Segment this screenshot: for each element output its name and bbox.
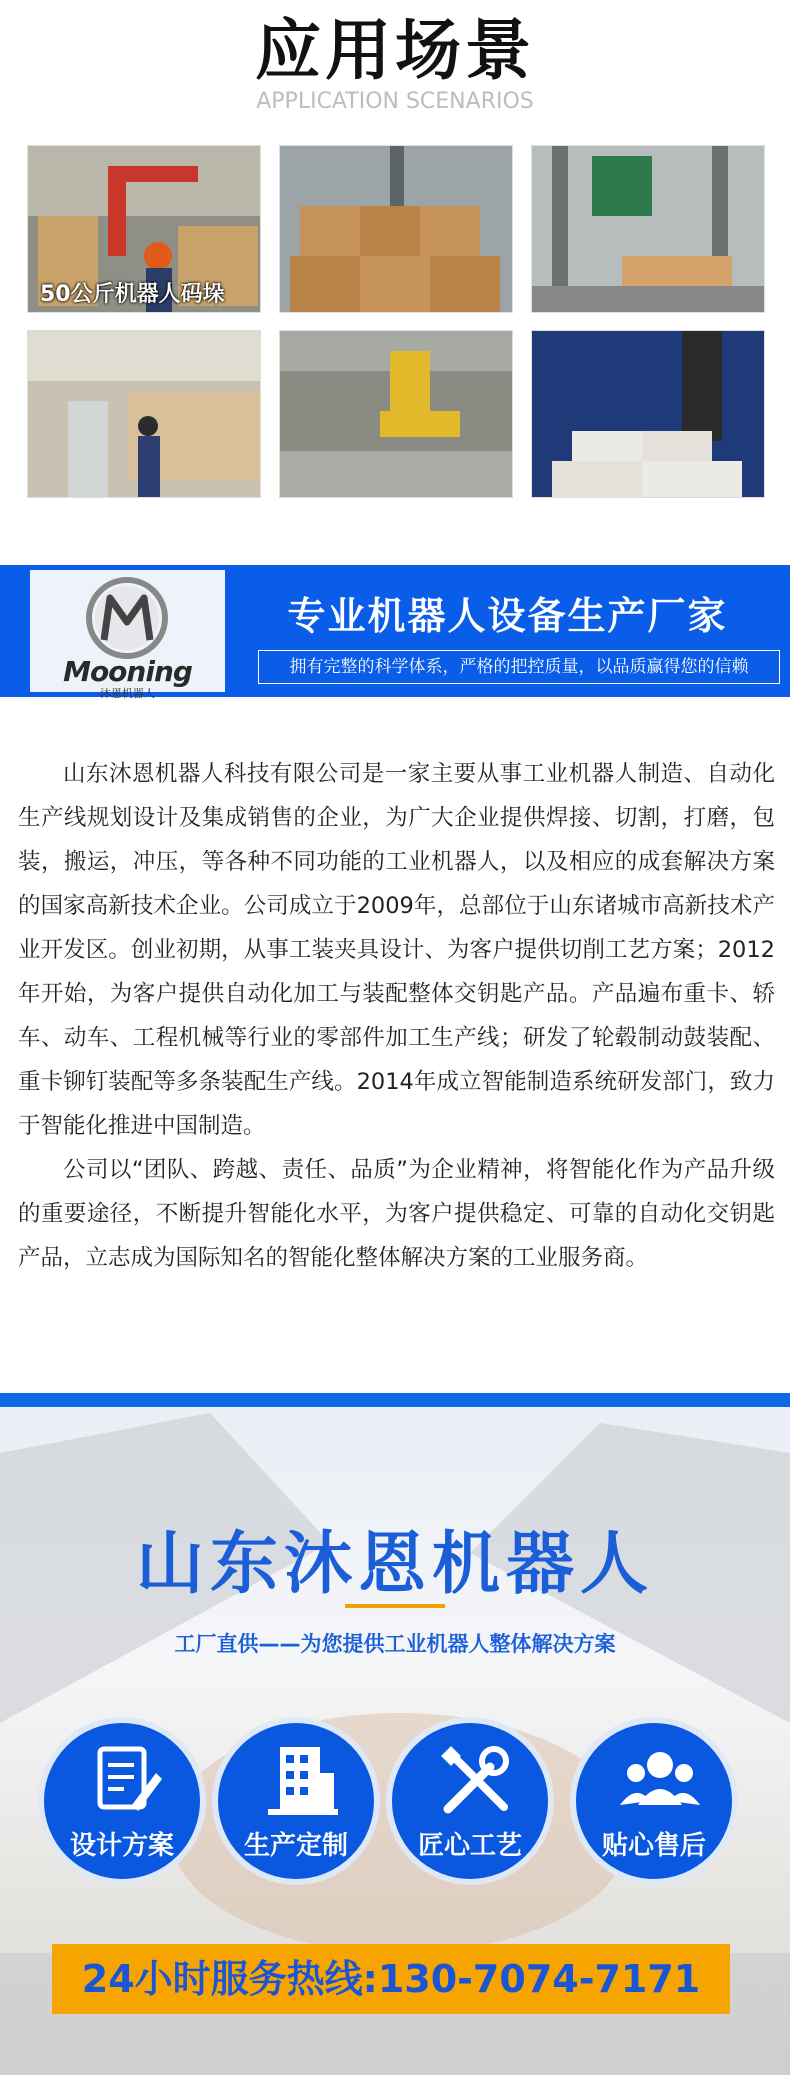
feature-after-sales[interactable] <box>570 1717 738 1885</box>
section-title: 应用场景 <box>255 12 535 89</box>
photo-gantry-machine <box>532 146 764 312</box>
tools-icon <box>436 1743 516 1823</box>
promo-divider <box>345 1604 445 1608</box>
scenario-photo-boxes[interactable] <box>279 145 513 313</box>
service-hotline[interactable]: 24小时服务热线:130-7074-7171 <box>52 1944 730 2014</box>
photo-carton-handling <box>280 146 512 312</box>
promo-subtitle: 工厂直供——为您提供工业机器人整体解决方案 <box>174 1632 616 1656</box>
scenario-photo-palletizing[interactable] <box>27 145 261 313</box>
photo-warehouse-line <box>28 331 260 497</box>
building-icon <box>262 1743 342 1823</box>
intro-paragraph: 公司以“团队、跨越、责任、品质”为企业精神，将智能化作为产品升级的重要途径，不断提升智能化水平，为客户提供稳定、可靠的自动化交钥匙产品，立志成为国际知名的智能化整体解决方案的工业服务商。 <box>18 1157 775 1271</box>
banner-title: 专业机器人设备生产厂家 <box>287 594 728 638</box>
feature-craftsmanship[interactable] <box>386 1717 554 1885</box>
banner-subtitle: 拥有完整的科学体系，严格的把控质量，以品质赢得您的信赖 <box>258 650 780 684</box>
feature-label: 匠心工艺 <box>417 1831 522 1861</box>
section-subtitle: APPLICATION SCENARIOS <box>256 89 534 114</box>
users-icon <box>620 1743 700 1823</box>
photo-yellow-robot-arm <box>280 331 512 497</box>
promo-title: 山东沐恩机器人 <box>135 1525 654 1604</box>
logo-wordmark: Mooning <box>63 655 192 688</box>
scenario-photo-yellow-robot[interactable] <box>279 330 513 498</box>
feature-label: 设计方案 <box>69 1831 174 1861</box>
photo-bag-stacking <box>532 331 764 497</box>
company-intro <box>18 752 775 1280</box>
feature-label: 生产定制 <box>243 1831 348 1861</box>
scenario-photo-warehouse[interactable] <box>27 330 261 498</box>
scenario-photo-gantry[interactable] <box>531 145 765 313</box>
logo-subtext: 沐恩机器人 <box>100 687 155 700</box>
feature-production[interactable] <box>212 1717 380 1885</box>
intro-paragraph: 山东沐恩机器人科技有限公司是一家主要从事工业机器人制造、自动化生产线规划设计及集成销售的企业，为广大企业提供焊接、切割，打磨，包装，搬运，冲压，等各种不同功能的工业机器人，以及相应的成套解决方案的国家高新技术企业。公司成立于2009年，总部位于山东诸城市高新技术产业开发区。创业初期，从事工装夹具设计、为客户提供切削工艺方案；2012年开始，为客户提供自动化加工与装配整体交钥匙产品。产品遍布重卡、轿车、动车、工程机械等行业的零部件加工生产线；研发了轮毂制动鼓装配、重卡铆钉装配等多条装配生产线。2014年成立智能制造系统研发部门，致力于智能化推进中国制造。 <box>18 761 775 1139</box>
feature-design[interactable] <box>38 1717 206 1885</box>
photo-caption: 50公斤机器人码垛 <box>40 282 225 307</box>
promo-top-bar <box>0 1393 790 1407</box>
document-pen-icon <box>88 1743 168 1823</box>
feature-label: 贴心售后 <box>601 1831 706 1861</box>
scenario-photo-bags[interactable] <box>531 330 765 498</box>
